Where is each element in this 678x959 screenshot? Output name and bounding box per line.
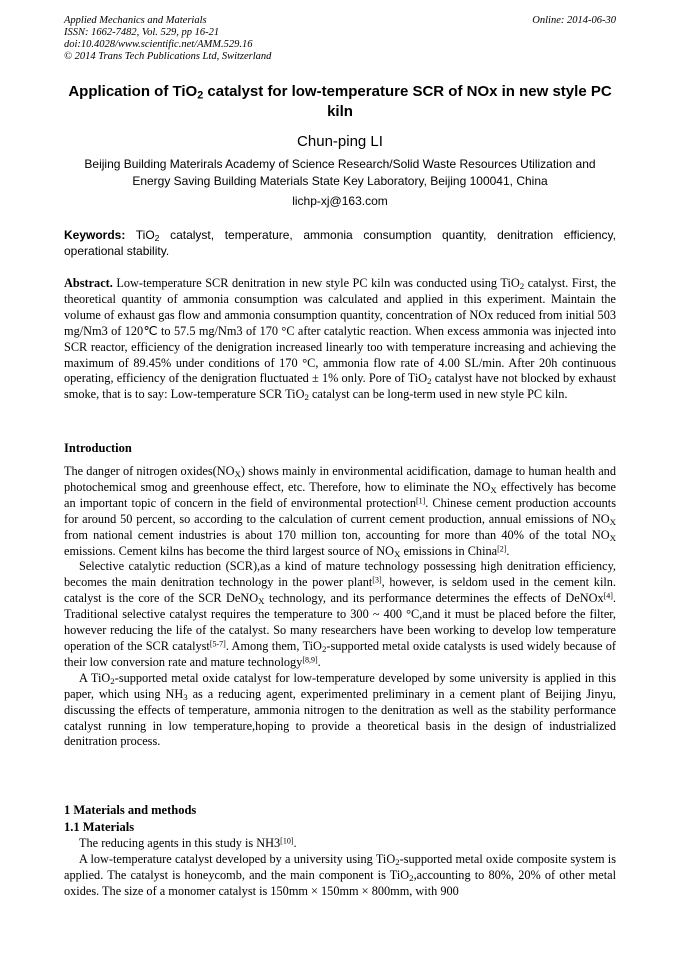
keywords-text: TiO xyxy=(125,228,155,242)
abstract-section xyxy=(64,276,616,403)
intro-text: . Traditional selective catalyst requires the temperature to 300 ~ 400 °C,and it must be placed before the filter, however reducing the life of the catalyst. So many researchers have been working to develop low temperature operation of the SCR catalyst xyxy=(64,591,616,653)
citation-ref: [3] xyxy=(372,575,382,585)
citation-ref: [5-7] xyxy=(209,639,226,649)
materials-paragraph-2 xyxy=(64,852,616,900)
intro-subscript: X xyxy=(394,548,401,559)
copyright-line: © 2014 Trans Tech Publications Ltd, Switzerland xyxy=(64,51,272,62)
introduction-heading: Introduction xyxy=(64,441,132,455)
materials-text: . xyxy=(293,836,297,850)
abstract-subscript: 2 xyxy=(304,392,309,403)
title-text: catalyst for low-temperature SCR of NOx in new style PC kiln xyxy=(203,83,612,120)
citation-ref: [4] xyxy=(603,591,613,601)
abstract-text: Low-temperature SCR denitration in new style PC kiln was conducted using TiO xyxy=(112,276,520,290)
materials-text: -supported metal oxide composite system is applied. The catalyst is honeycomb, and the main component is TiO xyxy=(64,851,616,882)
abstract-text: catalyst can be long-term used in new style PC kiln. xyxy=(308,387,568,402)
citation-ref: [1] xyxy=(415,496,426,506)
intro-text: . Among them, TiO xyxy=(225,638,322,653)
materials-paragraph-1 xyxy=(64,836,616,852)
intro-subscript: 3 xyxy=(183,691,188,702)
intro-text: technology, and its performance determines the effects of DeNOx xyxy=(264,591,604,606)
intro-text: Selective catalytic reduction (SCR),as a kind of mature technology possessing high denitration efficiency, becomes the main denitration technology in the power plant xyxy=(64,559,616,590)
intro-subscript: X xyxy=(609,532,616,543)
intro-text: effectively has become an important topic of concern in the field of environmental protection xyxy=(64,479,616,510)
intro-paragraph-3 xyxy=(64,671,616,751)
intro-paragraph-2 xyxy=(64,559,616,670)
intro-text: . Chinese cement production accounts for around 50 percent, so according to the calculation of current cement production, annual emissions of NO xyxy=(64,495,616,526)
intro-subscript: 2 xyxy=(110,675,115,686)
abstract-subscript: 2 xyxy=(427,376,432,387)
intro-text: as a reducing agent, experimented preliminary in a cement plant of Beijing Jinyu, discussing the effects of temperature, ammonia nitrogen to the denitration as well as the stability performance catalyst running in low temperature,hoping to provide a theoretical basis in the design of industrialized denitration process. xyxy=(64,686,616,749)
methods-heading: 1 Materials and methods xyxy=(64,803,197,817)
abstract-text: catalyst. First, the theoretical quantity of ammonia consumption was calculated and applied in this experiment. Maintain the volume of exhaust gas flow and ammonia consumption quantity, concentration of NOx reduced from initial 503 mg/Nm3 of 120℃ to 57.5 mg/Nm3 of 170 °C after catalytic reaction. When excess ammonia was injected into SCR reactor, efficiency of the denigration increased linearly too with temperature increasing and achieving the maximum of 89.45% under conditions of 170 °C, ammonia flow rate of 4.00 SL/min. After 20h continuous operating, efficiency of the denigration fluctuated ± 1% only. Pore of TiO xyxy=(64,276,616,386)
keywords-label: Keywords: xyxy=(64,228,126,242)
intro-subscript: X xyxy=(258,596,265,607)
materials-subheading: 1.1 Materials xyxy=(64,820,135,834)
materials-text: A low-temperature catalyst developed by a university using TiO xyxy=(79,851,396,866)
intro-subscript: X xyxy=(490,485,497,496)
materials-body xyxy=(64,836,616,900)
intro-text: from national cement industries is about 170 million ton, accounting for more than 40% of the total NO xyxy=(64,527,610,542)
citation-ref: [10] xyxy=(280,836,294,846)
author-affiliation: Beijing Building Materirals Academy of Science Research/Solid Waste Resources Utilization and Energy Saving Building Materials State Key Laboratory, Beijing 100041, China xyxy=(84,157,596,188)
doi-line: doi:10.4028/www.scientific.net/AMM.529.16 xyxy=(64,39,253,50)
introduction-body xyxy=(64,464,616,750)
materials-text: The reducing agents in this study is NH3 xyxy=(79,836,281,850)
intro-subscript: 2 xyxy=(321,644,327,655)
abstract-label: Abstract. xyxy=(64,276,113,290)
intro-paragraph-1 xyxy=(64,464,616,559)
intro-subscript: X xyxy=(234,469,241,480)
keywords-section xyxy=(64,228,616,259)
abstract-subscript: 2 xyxy=(519,281,525,292)
author-email: lichp-xj@163.com xyxy=(292,194,388,208)
citation-ref: [2] xyxy=(497,543,507,553)
intro-text: The danger of nitrogen oxides(NO xyxy=(64,464,235,478)
online-date: Online: 2014-06-30 xyxy=(532,15,616,26)
intro-text: -supported metal oxide catalysts is used widely because of their low conversion rate and mature technology xyxy=(64,638,617,669)
materials-subscript: 2 xyxy=(395,857,400,868)
title-subscript: 2 xyxy=(197,89,204,102)
keywords-subscript: 2 xyxy=(154,233,160,244)
issn-line: ISSN: 1662-7482, Vol. 529, pp 16-21 xyxy=(64,27,220,38)
materials-text: ,accounting to 80%, 20% of other metal oxides. The size of a monomer catalyst is 150mm × 150mm × 800mm, with 900 xyxy=(64,867,616,898)
abstract-text: catalyst have not blocked by exhaust smoke, that is to say: Low-temperature SCR TiO xyxy=(64,371,616,402)
keywords-text: catalyst, temperature, ammonia consumption quantity, denitration efficiency, operational stability. xyxy=(64,228,616,258)
journal-name: Applied Mechanics and Materials xyxy=(64,15,207,26)
paper-title xyxy=(64,82,616,122)
materials-subscript: 2 xyxy=(409,873,414,884)
intro-text: A TiO xyxy=(79,670,111,685)
intro-text: ) shows mainly in environmental acidification, damage to human health and photochemical smog and greenhouse effect, etc. Therefore, how to eliminate the NO xyxy=(64,464,616,494)
author-name: Chun-ping LI xyxy=(297,133,383,150)
intro-text: . xyxy=(506,543,510,558)
intro-text: , however, is seldom used in the cement kiln. catalyst is the core of the SCR DeNO xyxy=(64,575,616,606)
intro-text: -supported metal oxide catalyst for low-temperature developed by some university is applied in this paper, which using NH xyxy=(64,670,616,701)
intro-text: emissions in China xyxy=(400,543,498,558)
intro-subscript: X xyxy=(609,516,616,527)
intro-text: . xyxy=(317,654,321,669)
intro-text: emissions. Cement kilns has become the third largest source of NO xyxy=(64,543,395,558)
citation-ref: [8,9] xyxy=(302,655,318,665)
journal-header xyxy=(64,15,616,63)
title-text: Application of TiO xyxy=(68,83,198,100)
